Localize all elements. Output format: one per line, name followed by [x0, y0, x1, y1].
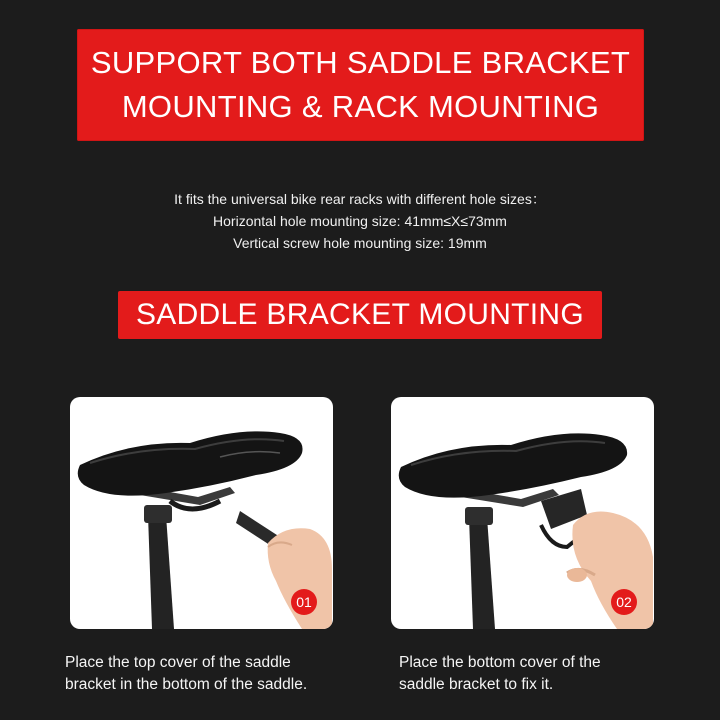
specs-horizontal: Horizontal hole mounting size: 41mm≤X≤73mm — [213, 213, 507, 229]
section-title: SADDLE BRACKET MOUNTING — [135, 298, 585, 331]
step-2-photo — [391, 397, 654, 629]
headline-line-2: MOUNTING & RACK MOUNTING — [121, 89, 600, 124]
step-2-caption — [399, 652, 699, 696]
section-title-banner — [118, 291, 602, 339]
step-number-badge: 02 — [611, 589, 637, 615]
step-number-badge: 01 — [291, 589, 317, 615]
caption-line: Place the top cover of the saddle — [65, 654, 291, 671]
caption-line: bracket in the bottom of the saddle. — [65, 676, 308, 693]
step-1-photo — [70, 397, 333, 629]
caption-line: saddle bracket to fix it. — [399, 676, 554, 693]
step-1-caption — [65, 652, 365, 696]
specs-intro: It fits the universal bike rear racks with different hole sizes： — [174, 191, 546, 207]
specs-vertical: Vertical screw hole mounting size: 19mm — [233, 235, 487, 251]
headline-banner — [77, 29, 644, 141]
caption-line: Place the bottom cover of the — [399, 654, 601, 671]
mounting-specs — [0, 188, 720, 254]
headline-line-1: SUPPORT BOTH SADDLE BRACKET — [90, 45, 631, 80]
